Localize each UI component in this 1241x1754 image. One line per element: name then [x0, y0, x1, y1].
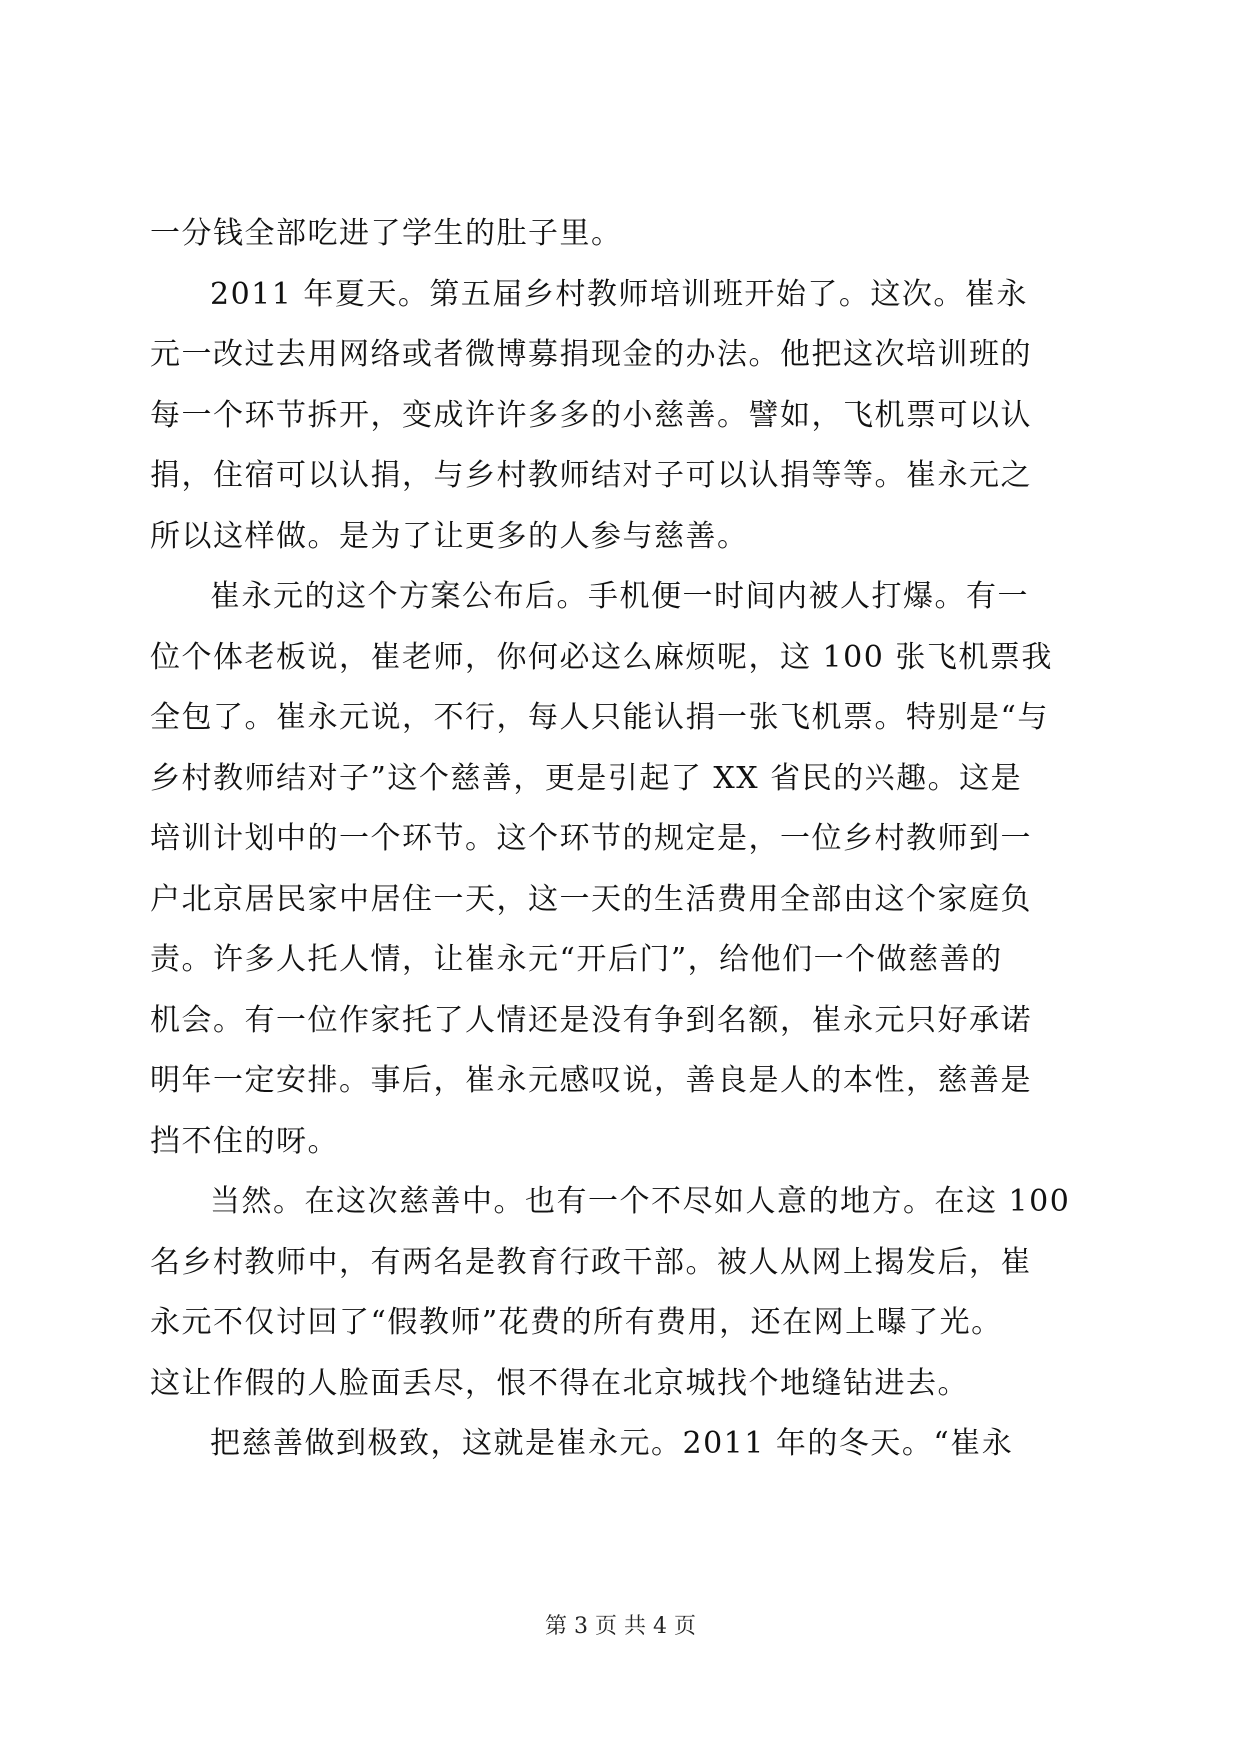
- text-line: 位个体老板说，崔老师，你何必这么麻烦呢，这 100 张飞机票我: [150, 639, 1053, 675]
- paragraph-start-line: 2011 年夏天。第五届乡村教师培训班开始了。这次。崔永: [210, 276, 1028, 312]
- text-line: 名乡村教师中，有两名是教育行政干部。被人从网上揭发后，崔: [150, 1244, 1032, 1280]
- text-line: 所以这样做。是为了让更多的人参与慈善。: [150, 518, 749, 554]
- page-footer: 第 3 页 共 4 页: [545, 1614, 696, 1639]
- text-line: 机会。有一位作家托了人情还是没有争到名额，崔永元只好承诺: [150, 1002, 1032, 1038]
- paragraph-start-line: 崔永元的这个方案公布后。手机便一时间内被人打爆。有一: [210, 579, 1029, 614]
- text-line: 一分钱全部吃进了学生的肚子里。: [150, 216, 623, 251]
- text-line: 捐，住宿可以认捐，与乡村教师结对子可以认捐等等。崔永元之: [150, 458, 1032, 493]
- text-line: 永元不仅讨回了“假教师”花费的所有费用，还在网上曝了光。: [150, 1305, 1003, 1340]
- text-line: 责。许多人托人情，让崔永元“开后门”，给他们一个做慈善的: [150, 942, 1003, 977]
- document-body: [150, 204, 1090, 1475]
- text-line: 挡不住的呀。: [150, 1123, 339, 1159]
- text-line: 培训计划中的一个环节。这个环节的规定是，一位乡村教师到一: [150, 821, 1032, 856]
- text-line: 乡村教师结对子”这个慈善，更是引起了 XX 省民的兴趣。这是: [150, 760, 1023, 796]
- text-line: 户北京居民家中居住一天，这一天的生活费用全部由这个家庭负: [150, 881, 1032, 917]
- text-line: 每一个环节拆开，变成许许多多的小慈善。譬如，飞机票可以认: [150, 397, 1032, 433]
- text-line: 这让作假的人脸面丢尽，恨不得在北京城找个地缝钻进去。: [150, 1365, 969, 1401]
- paragraph-start-line: 当然。在这次慈善中。也有一个不尽如人意的地方。在这 100: [210, 1184, 1071, 1219]
- text-line: 元一改过去用网络或者微博募捐现金的办法。他把这次培训班的: [150, 337, 1032, 372]
- text-line: 明年一定安排。事后，崔永元感叹说，善良是人的本性，慈善是: [150, 1063, 1032, 1098]
- paragraph-start-line: 把慈善做到极致，这就是崔永元。2011 年的冬天。“崔永: [210, 1426, 1014, 1461]
- text-line: 全包了。崔永元说，不行，每人只能认捐一张飞机票。特别是“与: [150, 700, 1049, 735]
